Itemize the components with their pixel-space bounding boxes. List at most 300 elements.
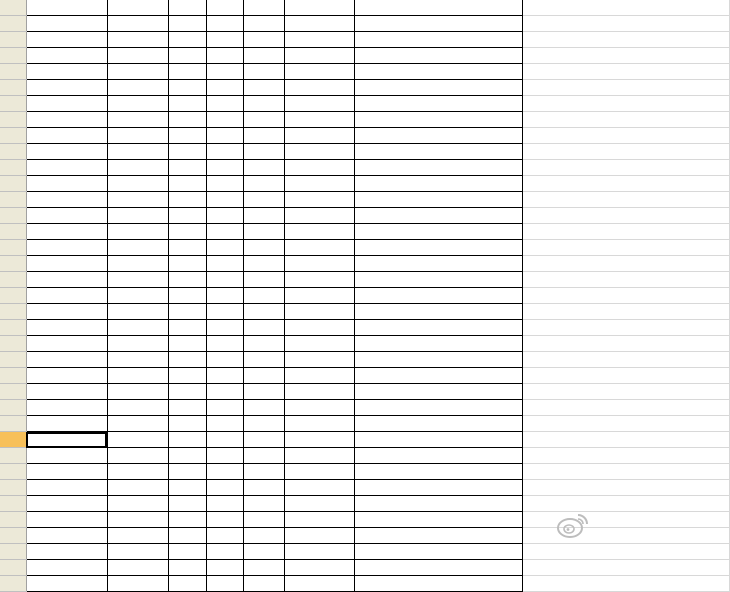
table-cell[interactable] (107, 32, 168, 48)
table-cell[interactable] (107, 128, 168, 144)
empty-cell[interactable] (522, 272, 729, 288)
table-cell[interactable] (107, 432, 168, 448)
table-cell[interactable] (354, 16, 522, 32)
empty-cell[interactable] (522, 496, 729, 512)
table-cell[interactable] (284, 352, 354, 368)
table-cell[interactable] (107, 288, 168, 304)
row-header[interactable] (0, 352, 26, 368)
table-cell[interactable] (168, 64, 206, 80)
table-cell[interactable] (206, 288, 243, 304)
empty-cell[interactable] (522, 576, 729, 592)
table-cell[interactable] (243, 304, 284, 320)
table-cell[interactable] (26, 208, 107, 224)
row-header[interactable] (0, 16, 26, 32)
table-cell[interactable] (284, 176, 354, 192)
table-cell[interactable] (206, 128, 243, 144)
table-cell[interactable] (26, 112, 107, 128)
empty-cell[interactable] (522, 112, 729, 128)
column-header[interactable] (354, 0, 522, 16)
empty-cell[interactable] (522, 400, 729, 416)
row-header[interactable] (0, 32, 26, 48)
table-cell[interactable] (168, 288, 206, 304)
table-cell[interactable] (107, 272, 168, 288)
table-cell[interactable] (26, 464, 107, 480)
table-cell[interactable] (26, 512, 107, 528)
table-cell[interactable] (26, 400, 107, 416)
table-cell[interactable] (168, 384, 206, 400)
column-header[interactable] (206, 0, 243, 16)
table-cell[interactable] (107, 192, 168, 208)
table-cell[interactable] (26, 160, 107, 176)
table-cell[interactable] (243, 96, 284, 112)
table-cell[interactable] (206, 16, 243, 32)
table-cell[interactable] (107, 576, 168, 592)
table-cell[interactable] (168, 208, 206, 224)
table-cell[interactable] (284, 304, 354, 320)
table-cell[interactable] (206, 496, 243, 512)
table-cell[interactable] (354, 272, 522, 288)
table-cell[interactable] (243, 400, 284, 416)
table-cell[interactable] (168, 48, 206, 64)
table-cell[interactable] (168, 320, 206, 336)
table-cell[interactable] (26, 48, 107, 64)
table-cell[interactable] (168, 416, 206, 432)
row-header[interactable] (0, 160, 26, 176)
empty-cell[interactable] (522, 160, 729, 176)
table-cell[interactable] (26, 192, 107, 208)
table-cell[interactable] (26, 16, 107, 32)
table-cell[interactable] (284, 560, 354, 576)
row-header[interactable] (0, 560, 26, 576)
table-cell[interactable] (26, 224, 107, 240)
table-cell[interactable] (107, 528, 168, 544)
table-cell[interactable] (354, 368, 522, 384)
table-cell[interactable] (26, 128, 107, 144)
table-cell[interactable] (206, 192, 243, 208)
table-cell[interactable] (354, 240, 522, 256)
empty-cell[interactable] (522, 48, 729, 64)
table-cell[interactable] (354, 256, 522, 272)
row-header[interactable] (0, 320, 26, 336)
table-cell[interactable] (243, 560, 284, 576)
table-cell[interactable] (107, 352, 168, 368)
table-cell[interactable] (284, 320, 354, 336)
table-cell[interactable] (284, 400, 354, 416)
table-cell[interactable] (26, 80, 107, 96)
row-header[interactable] (0, 176, 26, 192)
table-cell[interactable] (354, 144, 522, 160)
table-cell[interactable] (168, 272, 206, 288)
row-header[interactable] (0, 272, 26, 288)
table-cell[interactable] (284, 480, 354, 496)
table-cell[interactable] (243, 288, 284, 304)
row-header[interactable] (0, 48, 26, 64)
row-header[interactable] (0, 240, 26, 256)
table-cell[interactable] (107, 48, 168, 64)
table-cell[interactable] (284, 368, 354, 384)
table-cell[interactable] (26, 416, 107, 432)
row-header[interactable] (0, 256, 26, 272)
table-cell[interactable] (26, 560, 107, 576)
table-cell[interactable] (107, 240, 168, 256)
table-cell[interactable] (354, 432, 522, 448)
table-cell[interactable] (284, 512, 354, 528)
table-cell[interactable] (354, 160, 522, 176)
table-cell[interactable] (284, 192, 354, 208)
table-cell[interactable] (206, 432, 243, 448)
table-cell[interactable] (107, 384, 168, 400)
row-header[interactable] (0, 464, 26, 480)
table-cell[interactable] (107, 416, 168, 432)
table-cell[interactable] (354, 112, 522, 128)
table-cell[interactable] (243, 528, 284, 544)
table-cell[interactable] (107, 480, 168, 496)
table-cell[interactable] (354, 512, 522, 528)
table-cell[interactable] (243, 16, 284, 32)
column-header[interactable] (107, 0, 168, 16)
empty-cell[interactable] (522, 384, 729, 400)
row-header[interactable] (0, 80, 26, 96)
table-cell[interactable] (107, 64, 168, 80)
table-cell[interactable] (284, 336, 354, 352)
empty-cell[interactable] (522, 288, 729, 304)
table-cell[interactable] (168, 576, 206, 592)
empty-cell[interactable] (522, 352, 729, 368)
table-cell[interactable] (26, 352, 107, 368)
table-cell[interactable] (206, 448, 243, 464)
empty-cell[interactable] (522, 304, 729, 320)
empty-cell[interactable] (522, 16, 729, 32)
table-cell[interactable] (284, 464, 354, 480)
table-cell[interactable] (26, 432, 107, 448)
table-cell[interactable] (284, 256, 354, 272)
table-cell[interactable] (107, 208, 168, 224)
table-cell[interactable] (206, 256, 243, 272)
table-cell[interactable] (26, 480, 107, 496)
row-header[interactable] (0, 336, 26, 352)
table-cell[interactable] (243, 144, 284, 160)
table-cell[interactable] (206, 144, 243, 160)
empty-cell[interactable] (522, 528, 729, 544)
table-cell[interactable] (107, 320, 168, 336)
table-cell[interactable] (243, 480, 284, 496)
empty-cell[interactable] (522, 144, 729, 160)
table-cell[interactable] (107, 96, 168, 112)
table-cell[interactable] (168, 256, 206, 272)
table-cell[interactable] (168, 480, 206, 496)
table-cell[interactable] (354, 560, 522, 576)
empty-cell[interactable] (522, 320, 729, 336)
table-cell[interactable] (26, 336, 107, 352)
table-cell[interactable] (354, 544, 522, 560)
table-cell[interactable] (26, 384, 107, 400)
empty-cell[interactable] (522, 512, 729, 528)
table-cell[interactable] (168, 160, 206, 176)
table-cell[interactable] (26, 144, 107, 160)
empty-cell[interactable] (522, 336, 729, 352)
table-cell[interactable] (206, 576, 243, 592)
table-cell[interactable] (168, 464, 206, 480)
table-cell[interactable] (26, 576, 107, 592)
column-header[interactable] (243, 0, 284, 16)
empty-cell[interactable] (522, 544, 729, 560)
table-cell[interactable] (354, 224, 522, 240)
table-cell[interactable] (354, 176, 522, 192)
table-cell[interactable] (284, 16, 354, 32)
table-cell[interactable] (107, 16, 168, 32)
table-cell[interactable] (26, 240, 107, 256)
table-cell[interactable] (206, 400, 243, 416)
table-cell[interactable] (107, 304, 168, 320)
table-cell[interactable] (243, 320, 284, 336)
table-cell[interactable] (284, 48, 354, 64)
empty-cell[interactable] (522, 448, 729, 464)
table-cell[interactable] (206, 384, 243, 400)
table-cell[interactable] (243, 336, 284, 352)
table-cell[interactable] (206, 240, 243, 256)
table-cell[interactable] (284, 96, 354, 112)
table-cell[interactable] (243, 64, 284, 80)
table-cell[interactable] (206, 208, 243, 224)
table-cell[interactable] (107, 256, 168, 272)
table-cell[interactable] (26, 368, 107, 384)
table-cell[interactable] (168, 80, 206, 96)
table-cell[interactable] (206, 368, 243, 384)
table-cell[interactable] (284, 144, 354, 160)
table-cell[interactable] (354, 48, 522, 64)
table-cell[interactable] (168, 528, 206, 544)
table-cell[interactable] (243, 128, 284, 144)
table-cell[interactable] (284, 528, 354, 544)
table-cell[interactable] (243, 48, 284, 64)
table-cell[interactable] (206, 112, 243, 128)
row-header[interactable] (0, 192, 26, 208)
empty-cell[interactable] (522, 416, 729, 432)
table-cell[interactable] (243, 576, 284, 592)
row-header[interactable] (0, 512, 26, 528)
table-cell[interactable] (243, 544, 284, 560)
table-cell[interactable] (107, 176, 168, 192)
empty-cell[interactable] (522, 192, 729, 208)
row-header[interactable] (0, 208, 26, 224)
table-cell[interactable] (243, 240, 284, 256)
table-cell[interactable] (354, 480, 522, 496)
row-header[interactable] (0, 432, 26, 448)
table-cell[interactable] (284, 432, 354, 448)
table-cell[interactable] (354, 96, 522, 112)
table-cell[interactable] (243, 192, 284, 208)
table-cell[interactable] (354, 384, 522, 400)
row-header[interactable] (0, 224, 26, 240)
table-cell[interactable] (243, 384, 284, 400)
table-cell[interactable] (243, 256, 284, 272)
table-cell[interactable] (107, 112, 168, 128)
table-cell[interactable] (26, 96, 107, 112)
row-header[interactable] (0, 0, 26, 16)
table-cell[interactable] (26, 528, 107, 544)
row-header[interactable] (0, 448, 26, 464)
empty-cell[interactable] (522, 128, 729, 144)
column-header[interactable] (284, 0, 354, 16)
table-cell[interactable] (107, 80, 168, 96)
table-cell[interactable] (206, 64, 243, 80)
table-cell[interactable] (206, 464, 243, 480)
table-cell[interactable] (168, 32, 206, 48)
table-cell[interactable] (243, 224, 284, 240)
table-cell[interactable] (206, 272, 243, 288)
table-cell[interactable] (354, 464, 522, 480)
table-cell[interactable] (243, 464, 284, 480)
empty-cell[interactable] (522, 96, 729, 112)
table-cell[interactable] (354, 400, 522, 416)
empty-cell[interactable] (522, 32, 729, 48)
table-cell[interactable] (243, 112, 284, 128)
table-cell[interactable] (206, 528, 243, 544)
table-cell[interactable] (168, 112, 206, 128)
row-header[interactable] (0, 480, 26, 496)
row-header[interactable] (0, 144, 26, 160)
table-cell[interactable] (107, 544, 168, 560)
row-header[interactable] (0, 368, 26, 384)
table-cell[interactable] (284, 416, 354, 432)
table-cell[interactable] (243, 272, 284, 288)
table-cell[interactable] (354, 128, 522, 144)
column-header[interactable] (168, 0, 206, 16)
table-cell[interactable] (168, 144, 206, 160)
table-cell[interactable] (354, 496, 522, 512)
table-cell[interactable] (243, 416, 284, 432)
table-cell[interactable] (107, 368, 168, 384)
table-cell[interactable] (168, 16, 206, 32)
table-cell[interactable] (354, 416, 522, 432)
row-header[interactable] (0, 384, 26, 400)
table-cell[interactable] (107, 144, 168, 160)
table-cell[interactable] (354, 192, 522, 208)
table-cell[interactable] (284, 240, 354, 256)
table-cell[interactable] (107, 464, 168, 480)
table-cell[interactable] (354, 352, 522, 368)
table-cell[interactable] (168, 432, 206, 448)
row-header[interactable] (0, 288, 26, 304)
row-header[interactable] (0, 96, 26, 112)
empty-cell[interactable] (522, 80, 729, 96)
table-cell[interactable] (284, 64, 354, 80)
table-cell[interactable] (206, 352, 243, 368)
table-cell[interactable] (206, 304, 243, 320)
empty-cell[interactable] (522, 480, 729, 496)
table-cell[interactable] (206, 480, 243, 496)
table-cell[interactable] (354, 64, 522, 80)
table-cell[interactable] (168, 368, 206, 384)
row-header[interactable] (0, 400, 26, 416)
row-header[interactable] (0, 544, 26, 560)
table-cell[interactable] (243, 368, 284, 384)
table-cell[interactable] (206, 512, 243, 528)
table-cell[interactable] (206, 544, 243, 560)
empty-cell[interactable] (522, 560, 729, 576)
table-cell[interactable] (206, 176, 243, 192)
empty-cell[interactable] (522, 368, 729, 384)
table-cell[interactable] (284, 384, 354, 400)
table-cell[interactable] (284, 448, 354, 464)
table-cell[interactable] (284, 112, 354, 128)
table-cell[interactable] (26, 288, 107, 304)
table-cell[interactable] (243, 160, 284, 176)
table-cell[interactable] (168, 240, 206, 256)
table-cell[interactable] (26, 272, 107, 288)
empty-cell[interactable] (522, 0, 729, 16)
table-cell[interactable] (168, 544, 206, 560)
table-cell[interactable] (354, 448, 522, 464)
table-cell[interactable] (354, 304, 522, 320)
table-cell[interactable] (168, 448, 206, 464)
table-cell[interactable] (26, 544, 107, 560)
table-cell[interactable] (243, 496, 284, 512)
table-cell[interactable] (206, 560, 243, 576)
table-cell[interactable] (354, 336, 522, 352)
table-cell[interactable] (168, 224, 206, 240)
row-header[interactable] (0, 64, 26, 80)
table-cell[interactable] (206, 48, 243, 64)
row-header[interactable] (0, 128, 26, 144)
table-cell[interactable] (206, 160, 243, 176)
table-cell[interactable] (284, 80, 354, 96)
table-cell[interactable] (354, 576, 522, 592)
column-header[interactable] (26, 0, 107, 16)
table-cell[interactable] (26, 304, 107, 320)
table-cell[interactable] (107, 448, 168, 464)
table-cell[interactable] (168, 96, 206, 112)
table-cell[interactable] (26, 64, 107, 80)
empty-cell[interactable] (522, 256, 729, 272)
table-cell[interactable] (107, 400, 168, 416)
row-header[interactable] (0, 304, 26, 320)
table-cell[interactable] (26, 256, 107, 272)
table-cell[interactable] (168, 400, 206, 416)
table-cell[interactable] (243, 448, 284, 464)
table-cell[interactable] (107, 224, 168, 240)
row-header[interactable] (0, 416, 26, 432)
table-cell[interactable] (243, 176, 284, 192)
table-cell[interactable] (206, 336, 243, 352)
table-cell[interactable] (284, 160, 354, 176)
table-cell[interactable] (168, 496, 206, 512)
empty-cell[interactable] (522, 464, 729, 480)
table-cell[interactable] (206, 32, 243, 48)
table-cell[interactable] (284, 272, 354, 288)
row-header[interactable] (0, 528, 26, 544)
empty-cell[interactable] (522, 208, 729, 224)
table-cell[interactable] (168, 192, 206, 208)
table-cell[interactable] (26, 448, 107, 464)
table-cell[interactable] (168, 560, 206, 576)
table-cell[interactable] (284, 224, 354, 240)
table-cell[interactable] (168, 128, 206, 144)
table-cell[interactable] (243, 512, 284, 528)
row-header[interactable] (0, 576, 26, 592)
table-cell[interactable] (26, 32, 107, 48)
table-cell[interactable] (284, 128, 354, 144)
table-cell[interactable] (26, 496, 107, 512)
empty-cell[interactable] (522, 224, 729, 240)
table-cell[interactable] (107, 336, 168, 352)
table-cell[interactable] (206, 96, 243, 112)
table-cell[interactable] (284, 288, 354, 304)
table-cell[interactable] (354, 320, 522, 336)
table-cell[interactable] (206, 416, 243, 432)
table-cell[interactable] (168, 176, 206, 192)
table-cell[interactable] (107, 160, 168, 176)
